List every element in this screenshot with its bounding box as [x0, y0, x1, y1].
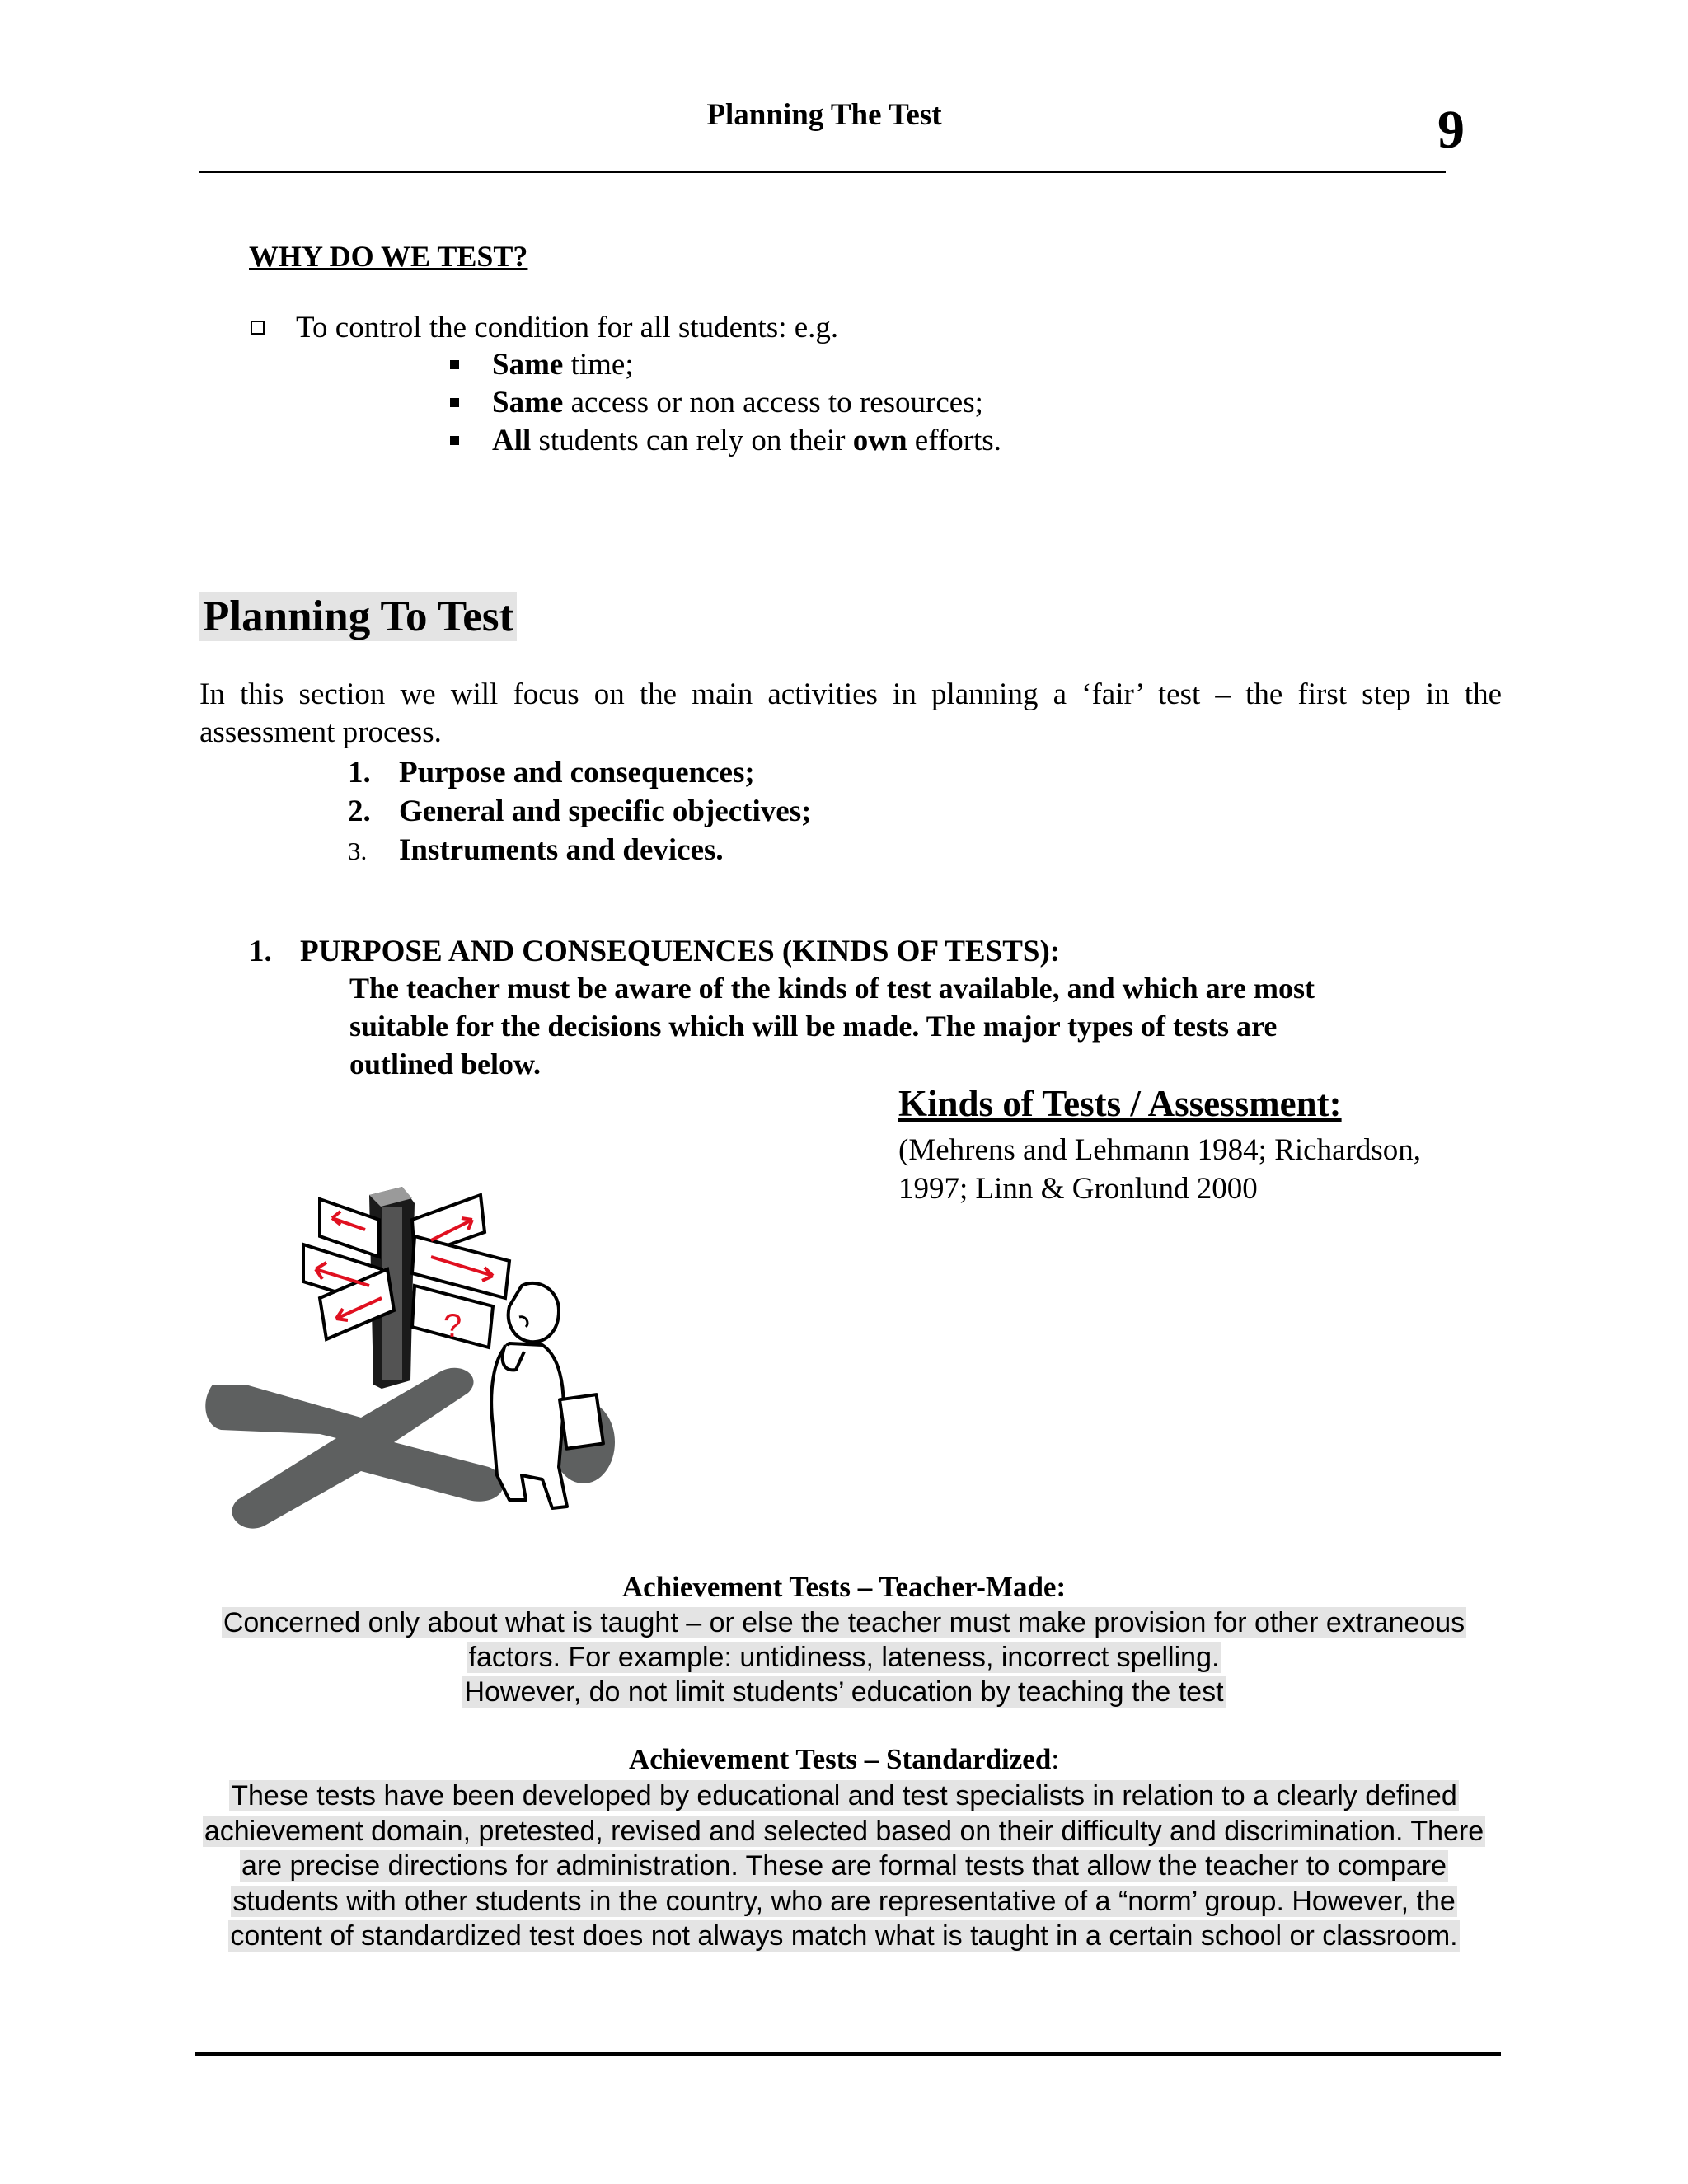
footer-rule: [195, 2052, 1501, 2056]
list-item: Same access or non access to resources;: [450, 384, 1001, 422]
checkbox-bullet-icon: [251, 321, 265, 335]
section-1-body: The teacher must be aware of the kinds of test available, and which are most suitable for the decisions which will be made. The major types of tests are outlined below.: [349, 972, 1315, 1080]
why-sublist: [450, 346, 1001, 460]
question-mark: ?: [443, 1308, 462, 1344]
kinds-heading: Kinds of Tests / Assessment:: [898, 1083, 1342, 1124]
square-bullet-icon: [450, 436, 459, 445]
running-header-title: Planning The Test: [706, 98, 942, 132]
list-item: Same time;: [450, 346, 1001, 384]
list-item: 2. General and specific objectives;: [348, 794, 812, 828]
list-item: 3. Instruments and devices.: [348, 833, 724, 867]
page-number: 9: [1437, 100, 1465, 160]
section-title: Planning To Test: [199, 592, 517, 641]
intro-line: In this section we will focus on the main activities in planning a ‘fair’ test – the first step in the: [199, 677, 1502, 711]
signpost-confused-man-illustration: [196, 1154, 625, 1533]
list-item: All students can rely on their own efforts.: [450, 422, 1001, 460]
square-bullet-icon: [450, 398, 459, 407]
why-heading: WHY DO WE TEST?: [249, 240, 528, 273]
teacher-made-heading: Achievement Tests – Teacher-Made:: [621, 1571, 1067, 1603]
section-1-heading: 1. PURPOSE AND CONSEQUENCES (KINDS OF TESTS):: [249, 935, 1061, 968]
square-bullet-icon: [450, 360, 459, 369]
intro-paragraph: [199, 676, 1502, 752]
intro-line: assessment process.: [199, 715, 442, 749]
planning-list: [348, 753, 811, 869]
standardized-heading: Achievement Tests – Standardized:: [628, 1743, 1060, 1775]
why-item: [251, 310, 838, 345]
kinds-citation: (Mehrens and Lehmann 1984; Richardson, 1997; Linn & Gronlund 2000: [898, 1133, 1421, 1206]
standardized-body: These tests have been developed by educational and test specialists in relation to a clearly defined achievement domain, pretested, revised and selected based on their difficulty and discrimination. There are precise directions for administration. These are formal tests that allow the teacher to compare students with other students in the country, who are representative of a “norm’ group. However, the content of standardized test does not always match what is taught in a certain school or classroom.: [204, 1780, 1484, 1952]
teacher-made-body: Concerned only about what is taught – or else the teacher must make provision for other extraneous factors. For example: untidiness, lateness, incorrect spelling. However, do not limit students’ education by teaching the test: [223, 1607, 1465, 1708]
header-rule: [199, 171, 1446, 173]
why-item-text: To control the condition for all students: e.g.: [296, 311, 839, 344]
list-item: 1. Purpose and consequences;: [348, 756, 755, 790]
